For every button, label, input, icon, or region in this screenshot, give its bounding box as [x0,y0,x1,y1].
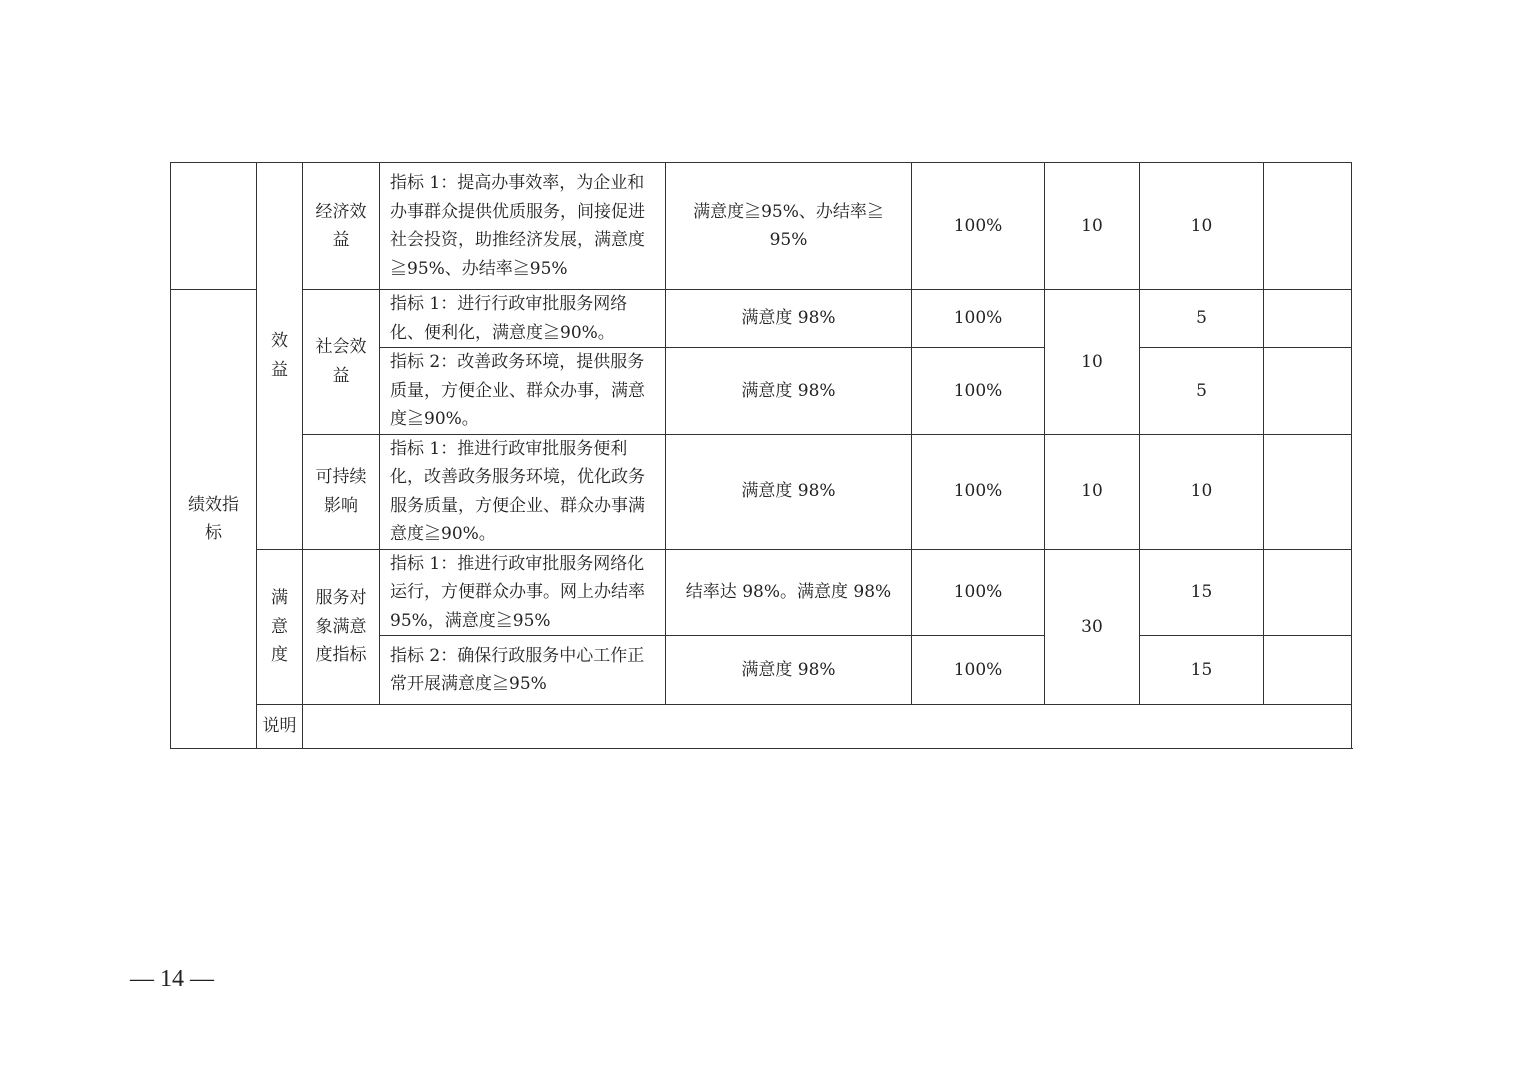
target-value: 满意度 98% [666,348,912,435]
actual-value: 100% [912,348,1045,435]
weight-value: 10 [1045,163,1140,290]
actual-value: 100% [912,290,1045,348]
subcategory-cell: 经济效 益 [303,163,380,290]
weight-value: 30 [1045,549,1140,705]
footer-value [303,705,1352,749]
footer-label: 说明 [257,705,303,749]
indicator-description: 指标 1：推进行政审批服务网络化运行，方便群众办事。网上办结率 95%，满意度≧95% [380,549,666,636]
indicator-description: 指标 1：提高办事效率，为企业和办事群众提供优质服务，间接促进社会投资，助推经济发展，满意度≧95%、办结率≧95% [380,163,666,290]
table-row [171,290,1352,348]
weight-value: 10 [1045,290,1140,435]
target-value: 结率达 98%。满意度 98% [666,549,912,636]
score-value: 15 [1140,549,1264,636]
indicator-description: 指标 1：进行行政审批服务网络化、便利化，满意度≧90%。 [380,290,666,348]
score-value: 10 [1140,163,1264,290]
score-value: 5 [1140,348,1264,435]
outer-category-label: 绩效指标 [171,290,257,749]
score-value: 10 [1140,434,1264,549]
note-cell [1264,163,1352,290]
note-cell [1264,549,1352,636]
page-number: — 14 — [130,966,214,992]
actual-value: 100% [912,163,1045,290]
note-cell [1264,434,1352,549]
subcategory-cell: 社会效 益 [303,290,380,435]
weight-value: 10 [1045,434,1140,549]
indicator-description: 指标 2：改善政务环境，提供服务质量，方便企业、群众办事，满意度≧90%。 [380,348,666,435]
note-cell [1264,348,1352,435]
score-value: 5 [1140,290,1264,348]
target-value: 满意度 98% [666,636,912,705]
table-row [171,163,1352,290]
category-satisfaction: 满 意 度 [257,549,303,705]
table-row [171,549,1352,636]
indicator-description: 指标 2：确保行政服务中心工作正常开展满意度≧95% [380,636,666,705]
indicator-description: 指标 1：推进行政审批服务便利化，改善政务服务环境，优化政务服务质量，方便企业、群众办事满意度≧90%。 [380,434,666,549]
subcategory-cell: 服务对 象满意 度指标 [303,549,380,705]
empty-cell [171,163,257,290]
target-value: 满意度 98% [666,434,912,549]
note-cell [1264,290,1352,348]
category-benefit: 效 益 [257,163,303,550]
actual-value: 100% [912,549,1045,636]
actual-value: 100% [912,434,1045,549]
target-value: 满意度≧95%、办结率≧ 95% [666,163,912,290]
performance-indicator-table [170,162,1352,749]
actual-value: 100% [912,636,1045,705]
score-value: 15 [1140,636,1264,705]
note-cell [1264,636,1352,705]
target-value: 满意度 98% [666,290,912,348]
subcategory-cell: 可持续 影响 [303,434,380,549]
table-row [171,705,1352,749]
table-row [171,434,1352,549]
